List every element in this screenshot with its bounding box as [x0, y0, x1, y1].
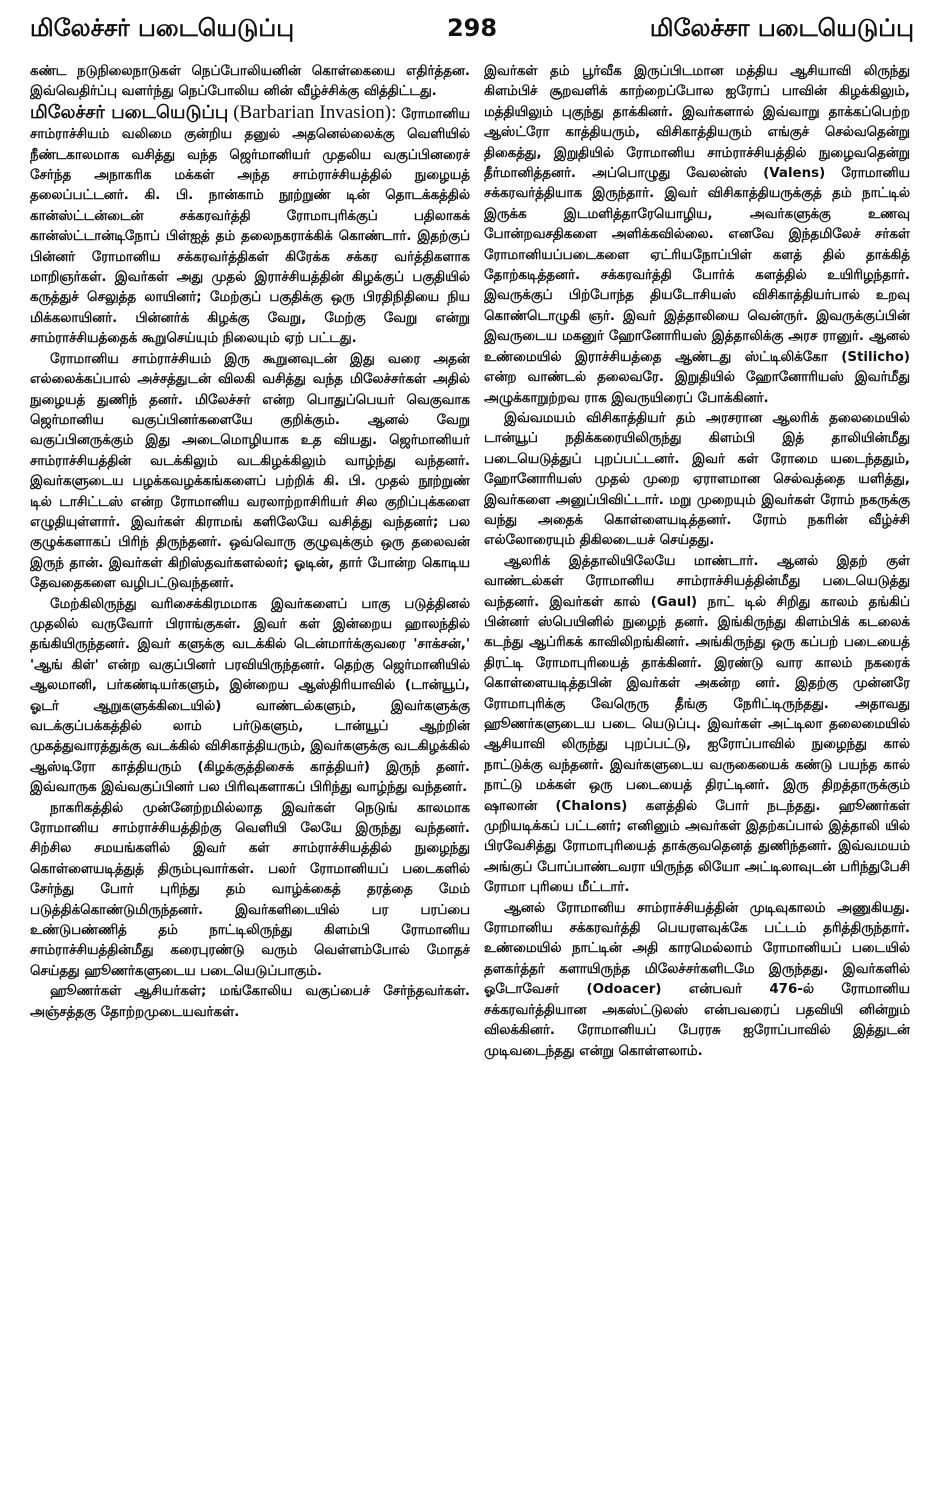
- running-head-left: மிலேச்சர் படையெடுப்பு: [30, 14, 295, 42]
- body-paragraph: ஆனல் ரோமானிய சாம்ராச்சியத்தின் முடிவுகாலம் அணுகியது. ரோமானிய சக்கரவர்த்தி பெயரளவுக்கே பட்டம் தரித்திருந்தார். உண்மையில் நாட்டின் அதி காரமெல்லாம் ரோமானியப் படையில் தளகர்த்தர் களாயிருந்த மிலேச்சர்களிடமே இருந்தது. இவர்களில் ஓடோவேசர் (Odoacer) என்பவர் 476-ல் ரோமானிய சக்கரவர்த்தியான அகஸ்ட்டுலஸ் என்பவரைப் பதவியி னின்றும் விலக்கினர். ரோமானியப் பேரரசு ஐரோப்பாவில் இத்துடன் முடிவடைந்தது என்று கொள்ளலாம்.: [484, 900, 910, 1059]
- entry-english-term: (Barbarian Invasion):: [233, 101, 397, 123]
- running-head-right: மிலேச்சா படையெடுப்பு: [649, 14, 914, 42]
- page-number: 298: [446, 14, 498, 42]
- body-paragraph: மேற்கிலிருந்து வரிசைக்கிரமமாக இவர்களைப் பாகு படுத்தினல் முதலில் வருவோர் பிராங்குகள். இவர் கள் இன்றைய ஹாலந்தில் தங்கியிருந்தனர். இவர் களுக்கு வடக்கில் டென்மார்க்குவரை 'சாக்சன்,' 'ஆங் கிள்' என்ற வகுப்பினர் பரவியிருந்தனர். தெற்கு ஜெர்மானியில் ஆலமானி, பர்கண்டியர்களும், இன்றைய ஆஸ்திரியாவில் (டான்யூப், ஓடர் ஆறுகளுக்கிடையில்) வாண்டல்களும், இவர்களுக்கு வடக்குப்பக்கத்தில் லாம் பர்டுகளும், டான்யூப் ஆற்றின் முகத்துவாரத்துக்கு வடக்கில் விசிகாத்தியரும், இவர்களுக்கு வடகிழக்கில் ஆஸ்டிரோ காத்தியரும் (கிழக்குத்திசைக் காத்தியர்) இருந் தனர். இவ்வாருக இவ்வகுப்பினர் பல பிரிவுகளாகப் பிரிந்து வாழ்ந்து வந்தனர்.: [30, 596, 470, 796]
- body-paragraph: ஆலரிக் இத்தாலியிலேயே மாண்டார். ஆனல் இதற் குள் வாண்டல்கள் ரோமானிய சாம்ராச்சியத்தின்மீது படையெடுத்து வந்தனர். இவர்கள் கால் (Gaul) நாட் டில் சிறிது காலம் தங்கிப் பின்னர் ஸ்பெயினில் நுழைந் தனர். இங்கிருந்து கிளம்பிக் கடலைக் கடந்து ஆப்ரிகக் காவிலிறங்கினர். அங்கிருந்து ஒரு கப்பற் படையைத் திரட்டி ரோமாபுரியைத் தாக்கினர். இரண்டு வார காலம் நகரைக் கொள்ளையடித்தபின் இவர்கள் அகன்ற னர். இதற்கு முன்னரே ரோமாபுரிக்கு வேருெரு தீங்கு நேரிட்டிருந்தது. அதாவது ஹூணர்களுடைய படை யெடுப்பு. இவர்கள் அட்டிலா தலைமையில் ஆசியாவி லிருந்து புறப்பட்டு, ஐரோப்பாவில் நுழைந்து கால் நாட்டுக்கு வந்தனர். இவர்களுடைய வருகையைக் கண்டு பயந்த கால் நாட்டு மக்கள் ஒரு படையைத் திரட்டினர். இரு திறத்தாருக்கும் ஷாலான் (Chalons) களத்தில் போர் நடந்தது. ஹூணர்கள் முறியடிக்கப் பட்டனர்; எனினும் அவர்கள் இதற்கப்பால் இத்தாலி யில் பிரவேசித்து ரோமாபுரியைத் தாக்குவதெனத் துணிந்தனர். இவ்வமயம் அங்குப் போப்பாண்டவரா யிருந்த லியோ அட்டிலாவுடன் பரிந்துபேசி ரோமா புரியை மீட்டார்.: [484, 553, 910, 896]
- left-column: [30, 62, 470, 1475]
- entry-heading: மிலேச்சர் படையெடுப்பு: [30, 101, 229, 123]
- intro-paragraph: கண்ட நடுநிலைநாடுகள் நெப்போலியனின் கொள்கையை எதிர்த்தன. இவ்வெதிர்ப்பு வளர்ந்து நெப்போலிய னின் வீழ்ச்சிக்கு வித்திட்டது.: [30, 64, 470, 100]
- right-column: [484, 62, 910, 1475]
- entry-body: ரோமானிய சாம்ராச்சியம் வலிமை குன்றிய தனுல் அதனெல்லைக்கு வெளியில் நீண்டகாலமாக வசித்து வந்த ஜெர்மானியர் முதலிய வகுப்பினரைச் சேர்ந்த அநாகரிக மக்கள் அந்த சாம்ராச்சியத்தில் நுழையத் தலைப்பட்டனர். கி. பி. நான்காம் நூற்றுண் டின் தொடக்கத்தில் கான்ஸ்ட்டன்டைன் சக்கரவர்த்தி ரோமாபுரிக்குப் பதிலாகக் கான்ஸ்ட்டான்டிநோப் பிள்ஐத் தம் தலைநகராக்கிக் கொண்டார். இதற்குப் பின்னர் ரோமானிய சக்கரவர்த்திகள் கிரேக்க சக்கர வர்த்திகளாக மாறிஞர்கள். இவர்கள் அது முதல் இராச்சியத்தின் கிழக்குப் பகுதியில் கருத்துச் செலுத்த லாயினர்; மேற்குப் பகுதிக்கு ஒரு பிரதிநிதியை நிய மிக்கலாயினர். பின்னர்க் கிழக்கு வேறு, மேற்கு வேறு என்று சாம்ராச்சியத்தைக் கூறுசெய்யும் நிலையும் ஏற் பட்டது.: [30, 106, 470, 347]
- body-paragraph: இவர்கள் தம் பூர்வீக இருப்பிடமான மத்திய ஆசியாவி லிருந்து கிளம்பிச் சூறவளிக் காற்றைப்போல ஐரோப் பாவின் கிழக்கிலும், மத்தியிலும் புகுந்து தாக்கினர். இவர்களால் இவ்வாறு தாக்கப்பெற்ற ஆஸ்ட்ரோ காத்தியரும், விசிகாத்தியரும் எங்குச் செல்வதென்று திகைத்து, இறுதியில் ரோமானிய சாம்ராச்சியத்தில் நுழைவதென்று தீர்மானித்தனர். அப்பொழுது வேலன்ஸ் (Valens) ரோமானிய சக்கரவர்த்தியாக இருந்தார். இவர் விசிகாத்தியருக்குத் தம் நாட்டில் இருக்க இடமளித்தாரேயொழிய, அவர்களுக்கு உணவு போன்றவசதிகளை அளிக்கவில்லை. எனவே இந்தமிலேச் சர்கள் ரோமானியப்படைகளை ஏட்ரியநோப்பிள் களத் தில் தாக்கித் தோற்கடித்தனர். சக்கரவர்த்தி போர்க் களத்தில் உயிரிழந்தார். இவருக்குப் பிற்போந்த தியடோசியஸ் விசிகாத்தியர்பால் உறவு கொண்டொழுகி ஞர். இவர் இத்தாலியை வென்ருர். இவருக்குப்பின் இவருடைய மகனுர் ஹோனோரியஸ் இத்தாலிக்கு அரச ரானுர். ஆனல் உண்மையில் இராச்சியத்தை ஆண்டது ஸ்ட்டிலிக்கோ (Stilicho) என்ற வாண்டல் தலைவரே. இறுதியில் ஹோனோரியஸ் இவர்மீது அழுக்காறுற்றவ ராக இவருயிரைப் போக்கினர்.: [484, 64, 910, 406]
- body-paragraph: ஹூணர்கள் ஆசியர்கள்; மங்கோலிய வகுப்பைச் சேர்ந்தவர்கள். அஞ்சத்தகு தோற்றமுடையவர்கள்.: [30, 984, 470, 1020]
- body-paragraph: இவ்வமயம் விசிகாத்தியர் தம் அரசரான ஆலரிக் தலைமையில் டான்யூப் நதிக்கரையிலிருந்து கிளம்பி இத் தாலியின்மீது படையெடுத்துப் புறப்பட்டனர். இவர் கள் ரோமை யடைந்ததும், ஹோனோரியஸ் முதல் முறை ஏராளமான செல்வத்தை யளித்து, இவர்களை அனுப்பிவிட்டார். மறு முறையும் இவர்கள் ரோம் நகருக்கு வந்து அதைக் கொள்ளையடித்தனர். ரோம் நகரின் வீழ்ச்சி எல்லோரையும் திகிலடையச் செய்தது.: [484, 410, 910, 549]
- entry-paragraph: [30, 103, 470, 350]
- page-header: [30, 14, 914, 58]
- body-paragraph: நாகரிகத்தில் முன்னேற்றமில்லாத இவர்கள் நெடுங் காலமாக ரோமானிய சாம்ராச்சியத்திற்கு வெளியி லேயே இருந்து வந்தனர். சிற்சில சமயங்களில் இவர் கள் சாம்ராச்சியத்தில் நுழைந்து கொள்ளையடித்துத் திரும்புவார்கள். பலர் ரோமானியப் படைகளில் சேர்ந்து போர் புரிந்து தம் வாழ்க்கைத் தரத்தை மேம் படுத்திக்கொண்டுமிருந்தனர். இவர்களிடையில் பர பரப்பை உண்டுபண்ணித் தம் நாட்டிலிருந்து கிளம்பி ரோமானிய சாம்ராச்சியத்தின்மீது கரைபுரண்டு வரும் வெள்ளம்போல் மோதச் செய்தது ஹூணர்களுடைய படையெடுப்பாகும்.: [30, 800, 470, 979]
- body-paragraph: ரோமானிய சாம்ராச்சியம் இரு கூறுனவுடன் இது வரை அதன் எல்லைக்கப்பால் அச்சத்துடன் விலகி வசித்து வந்த மிலேச்சர்கள் அதில் நுழையத் துணிந் தனர். மிலேச்சர் என்ற பொதுப்பெயர் வெகுவாக ஜெர்மானிய வகுப்பினர்களையே குறிக்கும். ஆனல் வேறு வகுப்பினருக்கும் இது அடைமொழியாக உத வியது. ஜெர்மானியர் சாம்ராச்சியத்தின் வடக்கிலும் வடகிழக்கிலும் வாழ்ந்து வந்தனர். இவர்களுடைய பழக்கவழக்கங்களைப் பற்றிக் கி. பி. முதல் நூற்றுண் டில் டாசிட்டஸ் என்ற ரோமானிய வரலாற்றாசிரியர் சில குறிப்புக்களை எழுதியுள்ளார். இவர்கள் கிராமங் களிலேயே வசித்து வந்தனர்; பல குழுக்களாகப் பிரிந் திருந்தனர். ஒவ்வொரு குழுவுக்கும் ஒரு தலைவன் இருந் தான். இவர்கள் கிறிஸ்தவர்களல்லர்; ஓடின், தார் போன்ற கொடிய தேவதைகளை வழிபட்டுவந்தனர்.: [30, 351, 470, 592]
